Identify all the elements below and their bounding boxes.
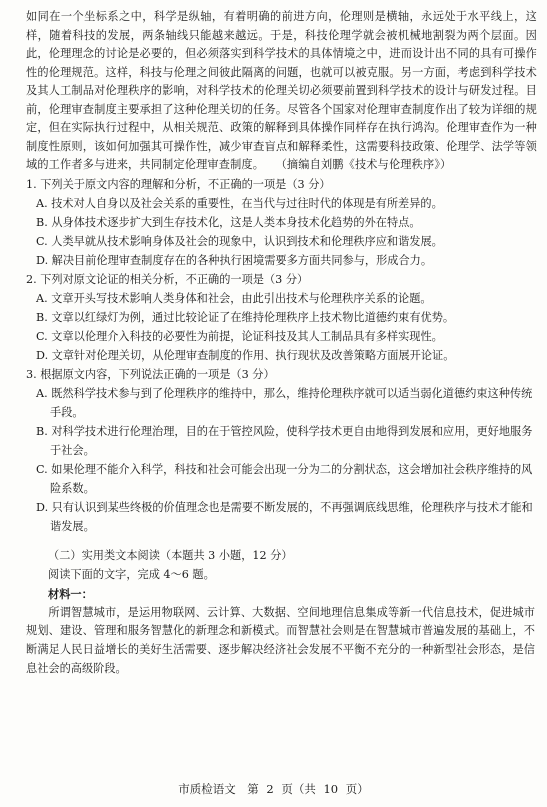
section-heading: （二）实用类文本阅读（本题共 3 小题，12 分） bbox=[48, 548, 293, 562]
question-1-option-b: B. 从身体技术逐步扩大到生存技术化，这是人类本身技术化趋势的外在特点。 bbox=[36, 215, 421, 229]
passage-text: 如同在一个坐标系之中，科学是纵轴，有着明确的前进方向，伦理则是横轴，永远处于水平线上，这样，随着科技的发展，两条轴线只能越来越远。于是，科技伦理学就会被机械地割裂为两个层面。因此，伦理理念的讨论是必要的，但必须落实到科学技术的具体情境之中，进而设计出不同的具有可操作性的伦理规范。这样，科技与伦理之间彼此隔离的问题，也就可以被克服。另一方面，考虑到科学技术及其人工制品对伦理秩序的影响，对科学技术的伦理关切必须要前置到科学技术的设计与研发过程。目前，伦理审查制度主要承担了这种伦理关切的任务。尽管各个国家对伦理审查制度作出了较为详细的规定，但在实际执行过程中，从相关规范、政策的解释到具体操作同样存在执行鸿沟。伦理审查作为一种制度性原则，该如何加强其可操作性，减少审查盲点和解释柔性，这需要科技政策、伦理学、法学等领域的工作者多与进来，共同制定伦理审查制度。 bbox=[26, 10, 537, 171]
question-2-option-b: B. 文章以红绿灯为例，通过比较论证了在维持伦理秩序上技术物比道德约束有优势。 bbox=[36, 310, 455, 324]
material-text: 所谓智慧城市，是运用物联网、云计算、大数据、空间地理信息集成等新一代信息技术，促进城市规划、建设、管理和服务智慧化的新理念和新模式。而智慧社会则是在智慧城市普遍发展的基础上，不断满足人民日益增长的美好生活需要、逐步解决经济社会发展不平衡不充分的一种新型社会形态，是信息社会的高级阶段。 bbox=[26, 605, 535, 675]
material-label: 材料一： bbox=[48, 586, 93, 601]
question-3-stem: 3. 根据原文内容，下列说法正确的一项是（3 分） bbox=[26, 367, 275, 381]
passage-paragraph bbox=[26, 8, 537, 175]
question-1-option-a: A. 技术对人自身以及社会关系的重要性，在当代与过往时代的体现是有所差异的。 bbox=[36, 196, 443, 210]
question-2-stem: 2. 下列对原文论证的相关分析，不正确的一项是（3 分） bbox=[26, 272, 309, 286]
question-2-option-d: D. 文章针对伦理关切，从伦理审查制度的作用、执行现状及改善策略方面展开论证。 bbox=[36, 348, 455, 362]
page-footer: 市质检语文 第 2 页（共 10 页） bbox=[178, 782, 369, 796]
question-3 bbox=[26, 365, 537, 536]
question-3-option-d: D. 只有认识到某些终极的价值理念也是需要不断发展的，不再强调底线思维，伦理秩序与技术才能和谐发展。 bbox=[36, 500, 533, 533]
question-1-stem: 1. 下列关于原文内容的理解和分析，不正确的一项是（3 分） bbox=[26, 177, 331, 191]
passage-source: （摘编自刘鹏《技术与伦理秩序》） bbox=[281, 158, 452, 171]
question-2-option-c: C. 文章以伦理介入科技的必要性为前提，论证科技及其人工制品具有多样实现性。 bbox=[36, 329, 443, 343]
question-2 bbox=[26, 270, 537, 365]
question-1-option-c: C. 人类早就从技术影响身体及社会的现象中，认识到技术和伦理秩序应和谐发展。 bbox=[36, 234, 443, 248]
question-1 bbox=[26, 175, 537, 270]
question-3-option-a: A. 既然科学技术参与到了伦理秩序的维持中，那么，维持伦理秩序就可以适当弱化道德约束这种传统手段。 bbox=[36, 386, 533, 419]
question-1-option-d: D. 解决目前伦理审查制度存在的各种执行困境需要多方面共同参与，形成合力。 bbox=[36, 253, 433, 267]
question-3-option-c: C. 如果伦理不能介入科学，科技和社会可能会出现一分为二的分割状态，这会增加社会秩序维持的风险系数。 bbox=[36, 462, 533, 495]
question-3-option-b: B. 对科学技术进行伦理治理，目的在于管控风险，使科学技术更自由地得到发展和应用，更好地服务于社会。 bbox=[36, 424, 533, 457]
section-instruction: 阅读下面的文字，完成 4～6 题。 bbox=[48, 567, 215, 581]
question-2-option-a: A. 文章开头写技术影响人类身体和社会，由此引出技术与伦理秩序关系的论题。 bbox=[36, 291, 432, 305]
